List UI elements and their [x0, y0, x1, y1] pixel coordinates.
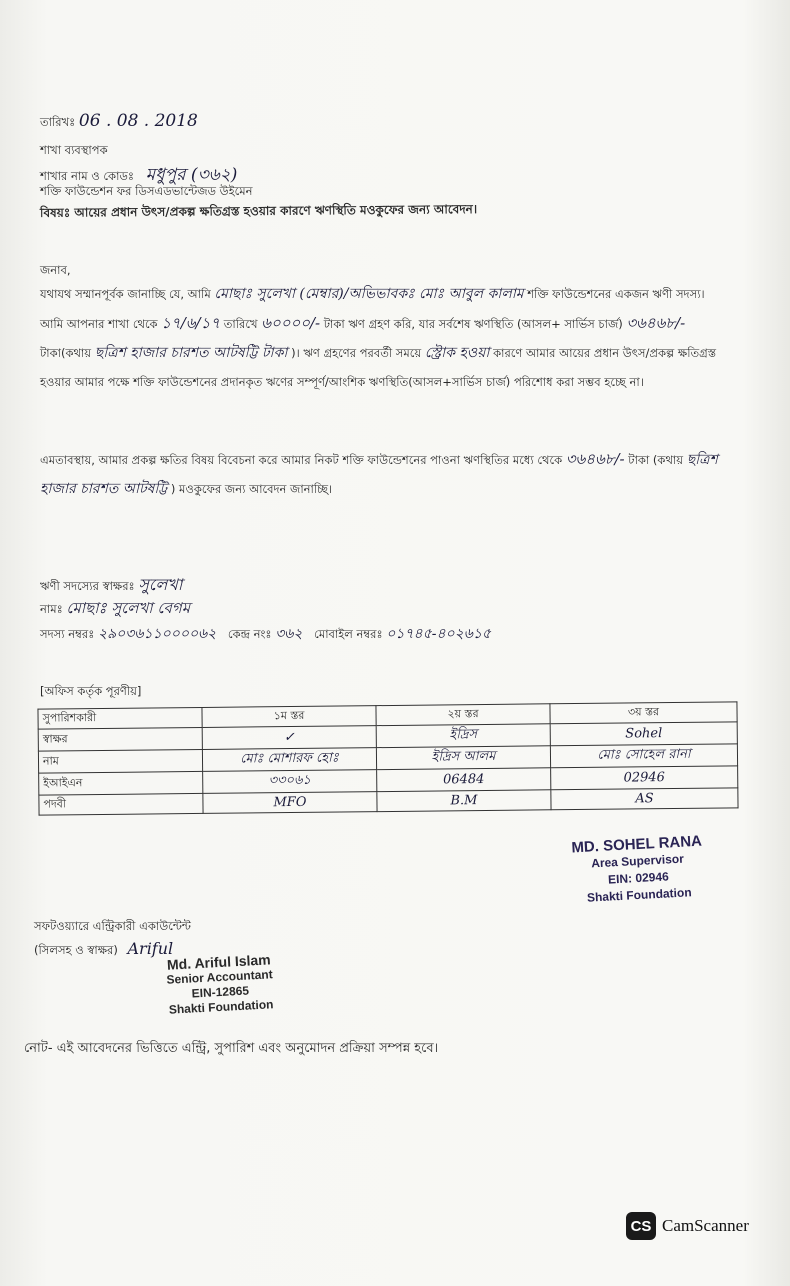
table-cell: ✓ [202, 726, 376, 750]
table-header: ২য় স্তর [376, 704, 550, 726]
applicant-name-label: নামঃ [40, 602, 63, 616]
stamp-organization: Shakti Foundation [586, 885, 692, 905]
para1-loan-amount: ৬০০০০/- [261, 314, 321, 332]
salutation: জনাব, [40, 263, 71, 277]
member-number: ২৯০৩৬১১০০০০৬২ [97, 626, 217, 642]
para1-text-3: তারিখে [223, 317, 258, 331]
stamp-organization: Shakti Foundation [168, 997, 274, 1017]
table-cell: MFO [203, 792, 377, 814]
para1-balance: ৩৬৪৬৮/- [626, 314, 686, 332]
approver-line1: সফটওয়্যারে এন্ট্রিকারী একাউন্টেন্ট [34, 919, 191, 933]
para1-balance-words: ছত্রিশ হাজার চারশত আটষট্টি টাকা [94, 345, 288, 361]
center-number-label: কেন্দ্র নংঃ [227, 627, 272, 641]
mobile-number: ০১৭৪৫-৪০২৬১৫ [386, 626, 492, 642]
table-cell: 02946 [551, 766, 738, 790]
recipient-line1: শাখা ব্যবস্থাপক [40, 143, 108, 157]
camscanner-label: CamScanner [662, 1216, 749, 1235]
para2-text-3: ) মওকুফের জন্য আবেদন জানাচ্ছি। [170, 482, 333, 496]
camscanner-logo-icon: CS [626, 1212, 656, 1240]
footer-note: নোট- এই আবেদনের ভিত্তিতে এন্ট্রি, সুপারিশ এবং অনুমোদন প্রক্রিয়া সম্পন্ন হবে। [24, 1041, 439, 1056]
para1-text-5: টাকা(কথায় [40, 346, 92, 360]
applicant-signature-line [40, 572, 182, 599]
para1-loan-date: ১৭/৬/১৭ [161, 314, 221, 332]
branch-value: মধুপুর (৩৬২) [145, 165, 238, 185]
table-cell: ইদ্রিস [376, 724, 550, 748]
stamp-name: Md. Ariful Islam [166, 951, 272, 973]
recipient-line3: শক্তি ফাউন্ডেশন ফর ডিসএডভান্টেজড উইমেন [40, 184, 253, 198]
table-cell: B.M [377, 790, 551, 812]
camscanner-watermark [626, 1212, 749, 1240]
table-cell: মোঃ সোহেল রানা [550, 744, 737, 768]
accountant-stamp [139, 951, 302, 1019]
applicant-name: মোছাঃ সুলেখা বেগম [66, 599, 191, 617]
mobile-number-label: মোবাইল নম্বরঃ [314, 627, 383, 641]
paragraph-2 [40, 445, 730, 504]
para1-text-7: কারণে আমার আয়ের প্রধান উৎস/প্রকল্প ক্ষতিগ্রস্ত হওয়ার আমার পক্ষে শক্তি ফাউন্ডেশনের প্রদানকৃত ঋণের সম্পূর্ণ/আংশিক ঋণস্থিতি(আসল+সার্ভিস চার্জ) পরিশোধ করা সম্ভব হচ্ছে না। [40, 346, 716, 389]
row-label: নাম [38, 749, 202, 773]
para1-reason: স্ট্রোক হওয়া [424, 345, 490, 361]
approver-signature-label: (সিলসহ ও স্বাক্ষর) [34, 943, 118, 957]
recommendation-table [37, 701, 738, 815]
row-label: স্বাক্ষর [38, 727, 202, 751]
date-value: 06 . 08 . 2018 [78, 111, 198, 131]
table-header: ৩য় স্তর [550, 702, 737, 724]
para2-text-2: টাকা (কথায় [628, 453, 684, 467]
table-cell: মোঃ মোশারফ হোঃ [202, 748, 376, 772]
table-header: ১ম স্তর [202, 706, 376, 728]
stamp-ein: EIN: 02946 [607, 869, 670, 887]
para1-text-2: শক্তি ফাউন্ডেশনের একজন ঋণী সদস্য। আমি আপনার শাখা থেকে [40, 287, 705, 331]
table-caption: [অফিস কর্তৃক পূরণীয়] [40, 684, 142, 698]
center-number: ৩৬২ [275, 626, 303, 642]
subject-line: বিষয়ঃ আয়ের প্রধান উৎস/প্রকল্প ক্ষতিগ্রস্ত হওয়ার কারণে ঋণস্থিতি মওকুফের জন্য আবেদন। [39, 202, 478, 220]
member-number-label: সদস্য নম্বরঃ [40, 627, 95, 641]
applicant-signature: সুলেখা [138, 575, 183, 594]
date-label: তারিখঃ [40, 115, 76, 129]
table-cell: 06484 [377, 768, 551, 792]
supervisor-stamp [546, 831, 729, 908]
table-cell: ইদ্রিস আলম [376, 746, 550, 770]
stamp-designation: Area Supervisor [590, 851, 685, 871]
para2-text-1: এমতাবস্থায়, আমার প্রকল্প ক্ষতির বিষয় বিবেচনা করে আমার নিকট শক্তি ফাউন্ডেশনের পাওনা ঋণস্থিতির মধ্যে থেকে [40, 453, 563, 467]
row-label: পদবী [39, 793, 203, 815]
para1-member-name: মোছাঃ সুলেখা (মেম্বার)/অভিভাবকঃ মোঃ আবুল কালাম [214, 286, 524, 302]
para2-waiver-words: ছত্রিশ হাজার চারশত আটষট্টি [40, 452, 718, 497]
para1-text-1: যথাযথ সম্মানপূর্বক জানাচ্ছি যে, আমি [40, 287, 211, 301]
date-line [40, 111, 198, 133]
table-cell: Sohel [550, 722, 737, 746]
para1-text-4: টাকা ঋণ গ্রহণ করি, যার সর্বশেষ ঋণস্থিতি (আসল+ সার্ভিস চার্জ) [323, 317, 623, 331]
table-cell: ৩৩০৬১ [203, 770, 377, 794]
para1-text-6: )। ঋণ গ্রহণের পরবর্তী সময়ে [291, 346, 422, 360]
row-label: ইআইএন [39, 771, 203, 795]
approver-signature: Ariful [127, 939, 174, 958]
para2-waiver-amount: ৩৬৪৬৮/- [565, 450, 625, 468]
stamp-ein: EIN-12865 [191, 983, 250, 1001]
applicant-name-line [40, 597, 190, 622]
branch-label: শাখার নাম ও কোডঃ [40, 169, 135, 183]
applicant-signature-label: ঋণী সদস্যের স্বাক্ষরঃ [40, 579, 135, 593]
stamp-name: MD. SOHEL RANA [571, 832, 703, 857]
applicant-ids-line [40, 622, 491, 646]
table-header: সুপারিশকারী [38, 707, 202, 729]
stamp-designation: Senior Accountant [166, 967, 273, 987]
table-cell: AS [551, 788, 738, 810]
paragraph-1 [40, 280, 730, 397]
